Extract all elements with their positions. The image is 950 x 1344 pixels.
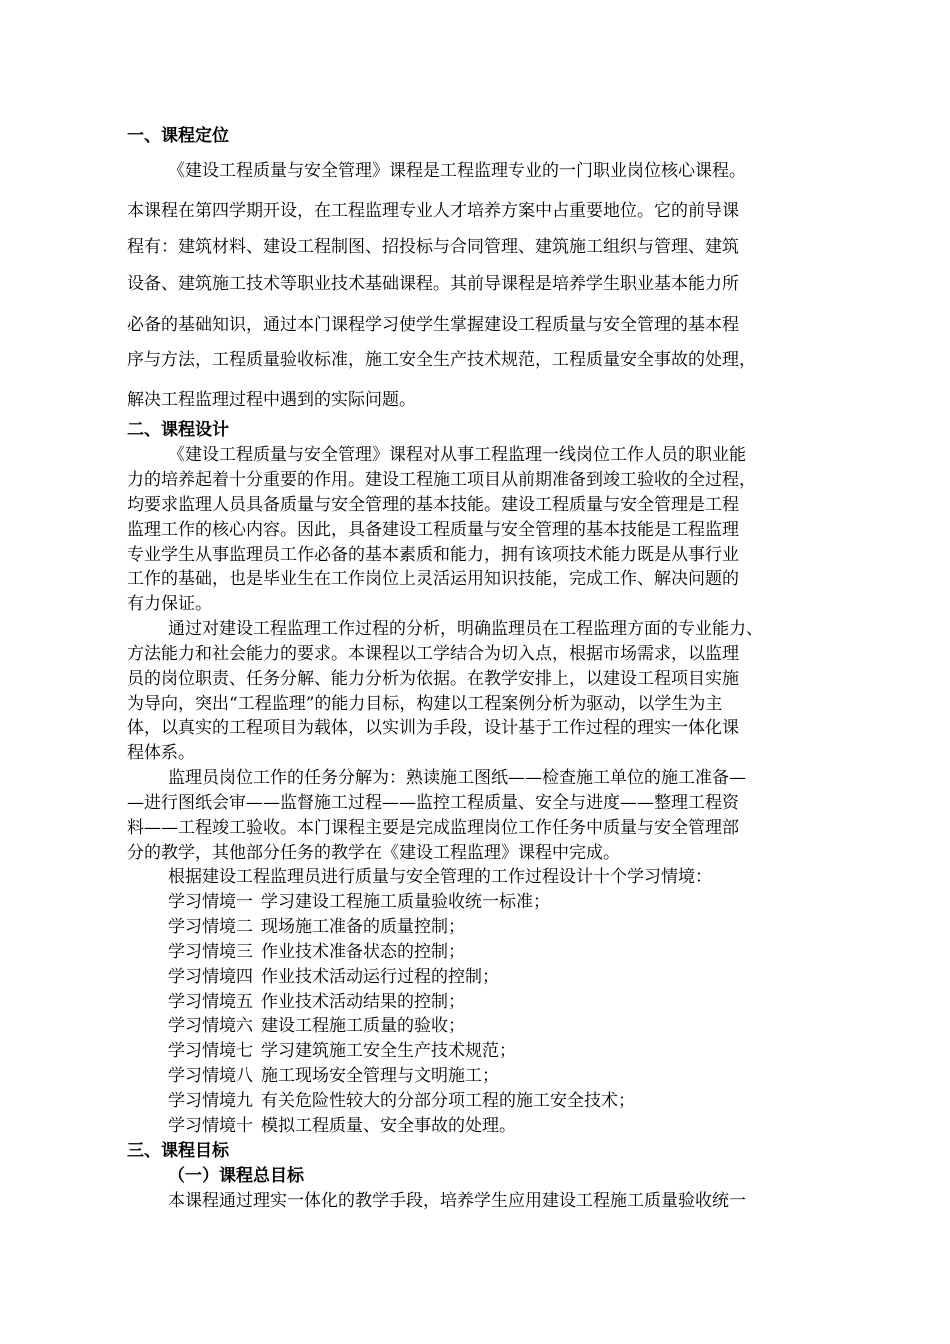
paragraph-line: 通过对建设工程监理工作过程的分析，明确监理员在工程监理方面的专业能力、 [168, 619, 763, 639]
paragraph-line: 序与方法，工程质量验收标准，施工安全生产技术规范，工程质量安全事故的处理， [127, 350, 756, 370]
learning-context-label: 学习情境三 [168, 942, 253, 962]
learning-context-text: 作业技术活动运行过程的控制； [261, 967, 499, 987]
learning-context-item [168, 1064, 499, 1088]
paragraph-line: 分的教学，其他部分任务的教学在《建设工程监理》课程中完成。 [127, 843, 620, 863]
paragraph-line: 专业学生从事监理员工作必备的基本素质和能力，拥有该项技术能力既是从事行业 [127, 545, 739, 565]
learning-context-label: 学习情境六 [168, 1016, 253, 1036]
learning-context-text: 建设工程施工质量的验收； [261, 1016, 465, 1036]
learning-context-text: 学习建筑施工安全生产技术规范； [261, 1041, 516, 1061]
paragraph-line: —进行图纸会审——监督施工过程——监控工程质量、安全与进度——整理工程资 [127, 793, 739, 813]
learning-context-label: 学习情境五 [168, 992, 253, 1012]
paragraph-line: 有力保证。 [127, 594, 212, 614]
learning-context-item [168, 890, 550, 914]
paragraph-line: 员的岗位职责、任务分解、能力分析为依据。在教学安排上，以建设工程项目实施 [127, 669, 739, 689]
learning-context-item [168, 990, 465, 1014]
section-heading-course-positioning: 一、课程定位 [127, 126, 229, 146]
learning-context-text: 有关危险性较大的分部分项工程的施工安全技术； [261, 1091, 635, 1111]
learning-context-label: 学习情境九 [168, 1091, 253, 1111]
paragraph-line: 《建设工程质量与安全管理》课程是工程监理专业的一门职业岗位核心课程。 [168, 161, 746, 181]
paragraph-line: 本课程通过理实一体化的教学手段，培养学生应用建设工程施工质量验收统一 [168, 1191, 746, 1211]
learning-context-text: 作业技术准备状态的控制； [261, 942, 465, 962]
learning-context-item [168, 1114, 516, 1138]
paragraph-line: 程有：建筑材料、建设工程制图、招投标与合同管理、建筑施工组织与管理、建筑 [127, 237, 739, 257]
learning-context-label: 学习情境二 [168, 917, 253, 937]
paragraph-line: 方法能力和社会能力的要求。本课程以工学结合为切入点，根据市场需求，以监理 [127, 644, 739, 664]
learning-context-text: 学习建设工程施工质量验收统一标准； [261, 892, 550, 912]
paragraph-line: 料——工程竣工验收。本门课程主要是完成监理岗位工作任务中质量与安全管理部 [127, 818, 739, 838]
paragraph-line: 工作的基础，也是毕业生在工作岗位上灵活运用知识技能，完成工作、解决问题的 [127, 569, 739, 589]
learning-context-label: 学习情境一 [168, 892, 253, 912]
subsection-heading-overall-goal: （一）课程总目标 [168, 1166, 304, 1186]
learning-context-text: 施工现场安全管理与文明施工； [261, 1066, 499, 1086]
paragraph-line: 解决工程监理过程中遇到的实际问题。 [127, 390, 416, 410]
paragraph-line: 监理员岗位工作的任务分解为：熟读施工图纸——检查施工单位的施工准备— [168, 768, 746, 788]
paragraph-line: 根据建设工程监理员进行质量与安全管理的工作过程设计十个学习情境： [168, 867, 712, 887]
section-heading-course-design: 二、课程设计 [127, 420, 229, 440]
paragraph-line: 程体系。 [127, 743, 195, 763]
learning-context-label: 学习情境八 [168, 1066, 253, 1086]
learning-context-item [168, 1014, 465, 1038]
paragraph-line: 设备、建筑施工技术等职业技术基础课程。其前导课程是培养学生职业基本能力所 [127, 274, 739, 294]
paragraph-line: 必备的基础知识，通过本门课程学习使学生掌握建设工程质量与安全管理的基本程 [127, 315, 739, 335]
paragraph-line: 为导向，突出“工程监理”的能力目标，构建以工程案例分析为驱动，以学生为主 [127, 694, 723, 714]
learning-context-label: 学习情境十 [168, 1116, 253, 1136]
learning-context-item [168, 965, 499, 989]
paragraph-line: 本课程在第四学期开设，在工程监理专业人才培养方案中占重要地位。它的前导课 [127, 201, 739, 221]
learning-context-item [168, 940, 465, 964]
paragraph-line: 均要求监理人员具备质量与安全管理的基本技能。建设工程质量与安全管理是工程 [127, 495, 739, 515]
learning-context-label: 学习情境四 [168, 967, 253, 987]
learning-context-label: 学习情境七 [168, 1041, 253, 1061]
section-heading-course-goals: 三、课程目标 [127, 1141, 229, 1161]
paragraph-line: 力的培养起着十分重要的作用。建设工程施工项目从前期准备到竣工验收的全过程， [127, 470, 756, 490]
paragraph-line: 体，以真实的工程项目为载体，以实训为手段，设计基于工作过程的理实一体化课 [127, 718, 739, 738]
paragraph-line: 监理工作的核心内容。因此，具备建设工程质量与安全管理的基本技能是工程监理 [127, 520, 739, 540]
paragraph-line: 《建设工程质量与安全管理》课程对从事工程监理一线岗位工作人员的职业能 [168, 445, 746, 465]
learning-context-item [168, 1039, 516, 1063]
learning-context-text: 现场施工准备的质量控制； [261, 917, 465, 937]
learning-context-item [168, 1089, 635, 1113]
learning-context-text: 模拟工程质量、安全事故的处理。 [261, 1116, 516, 1136]
learning-context-item [168, 915, 465, 939]
learning-context-text: 作业技术活动结果的控制； [261, 992, 465, 1012]
